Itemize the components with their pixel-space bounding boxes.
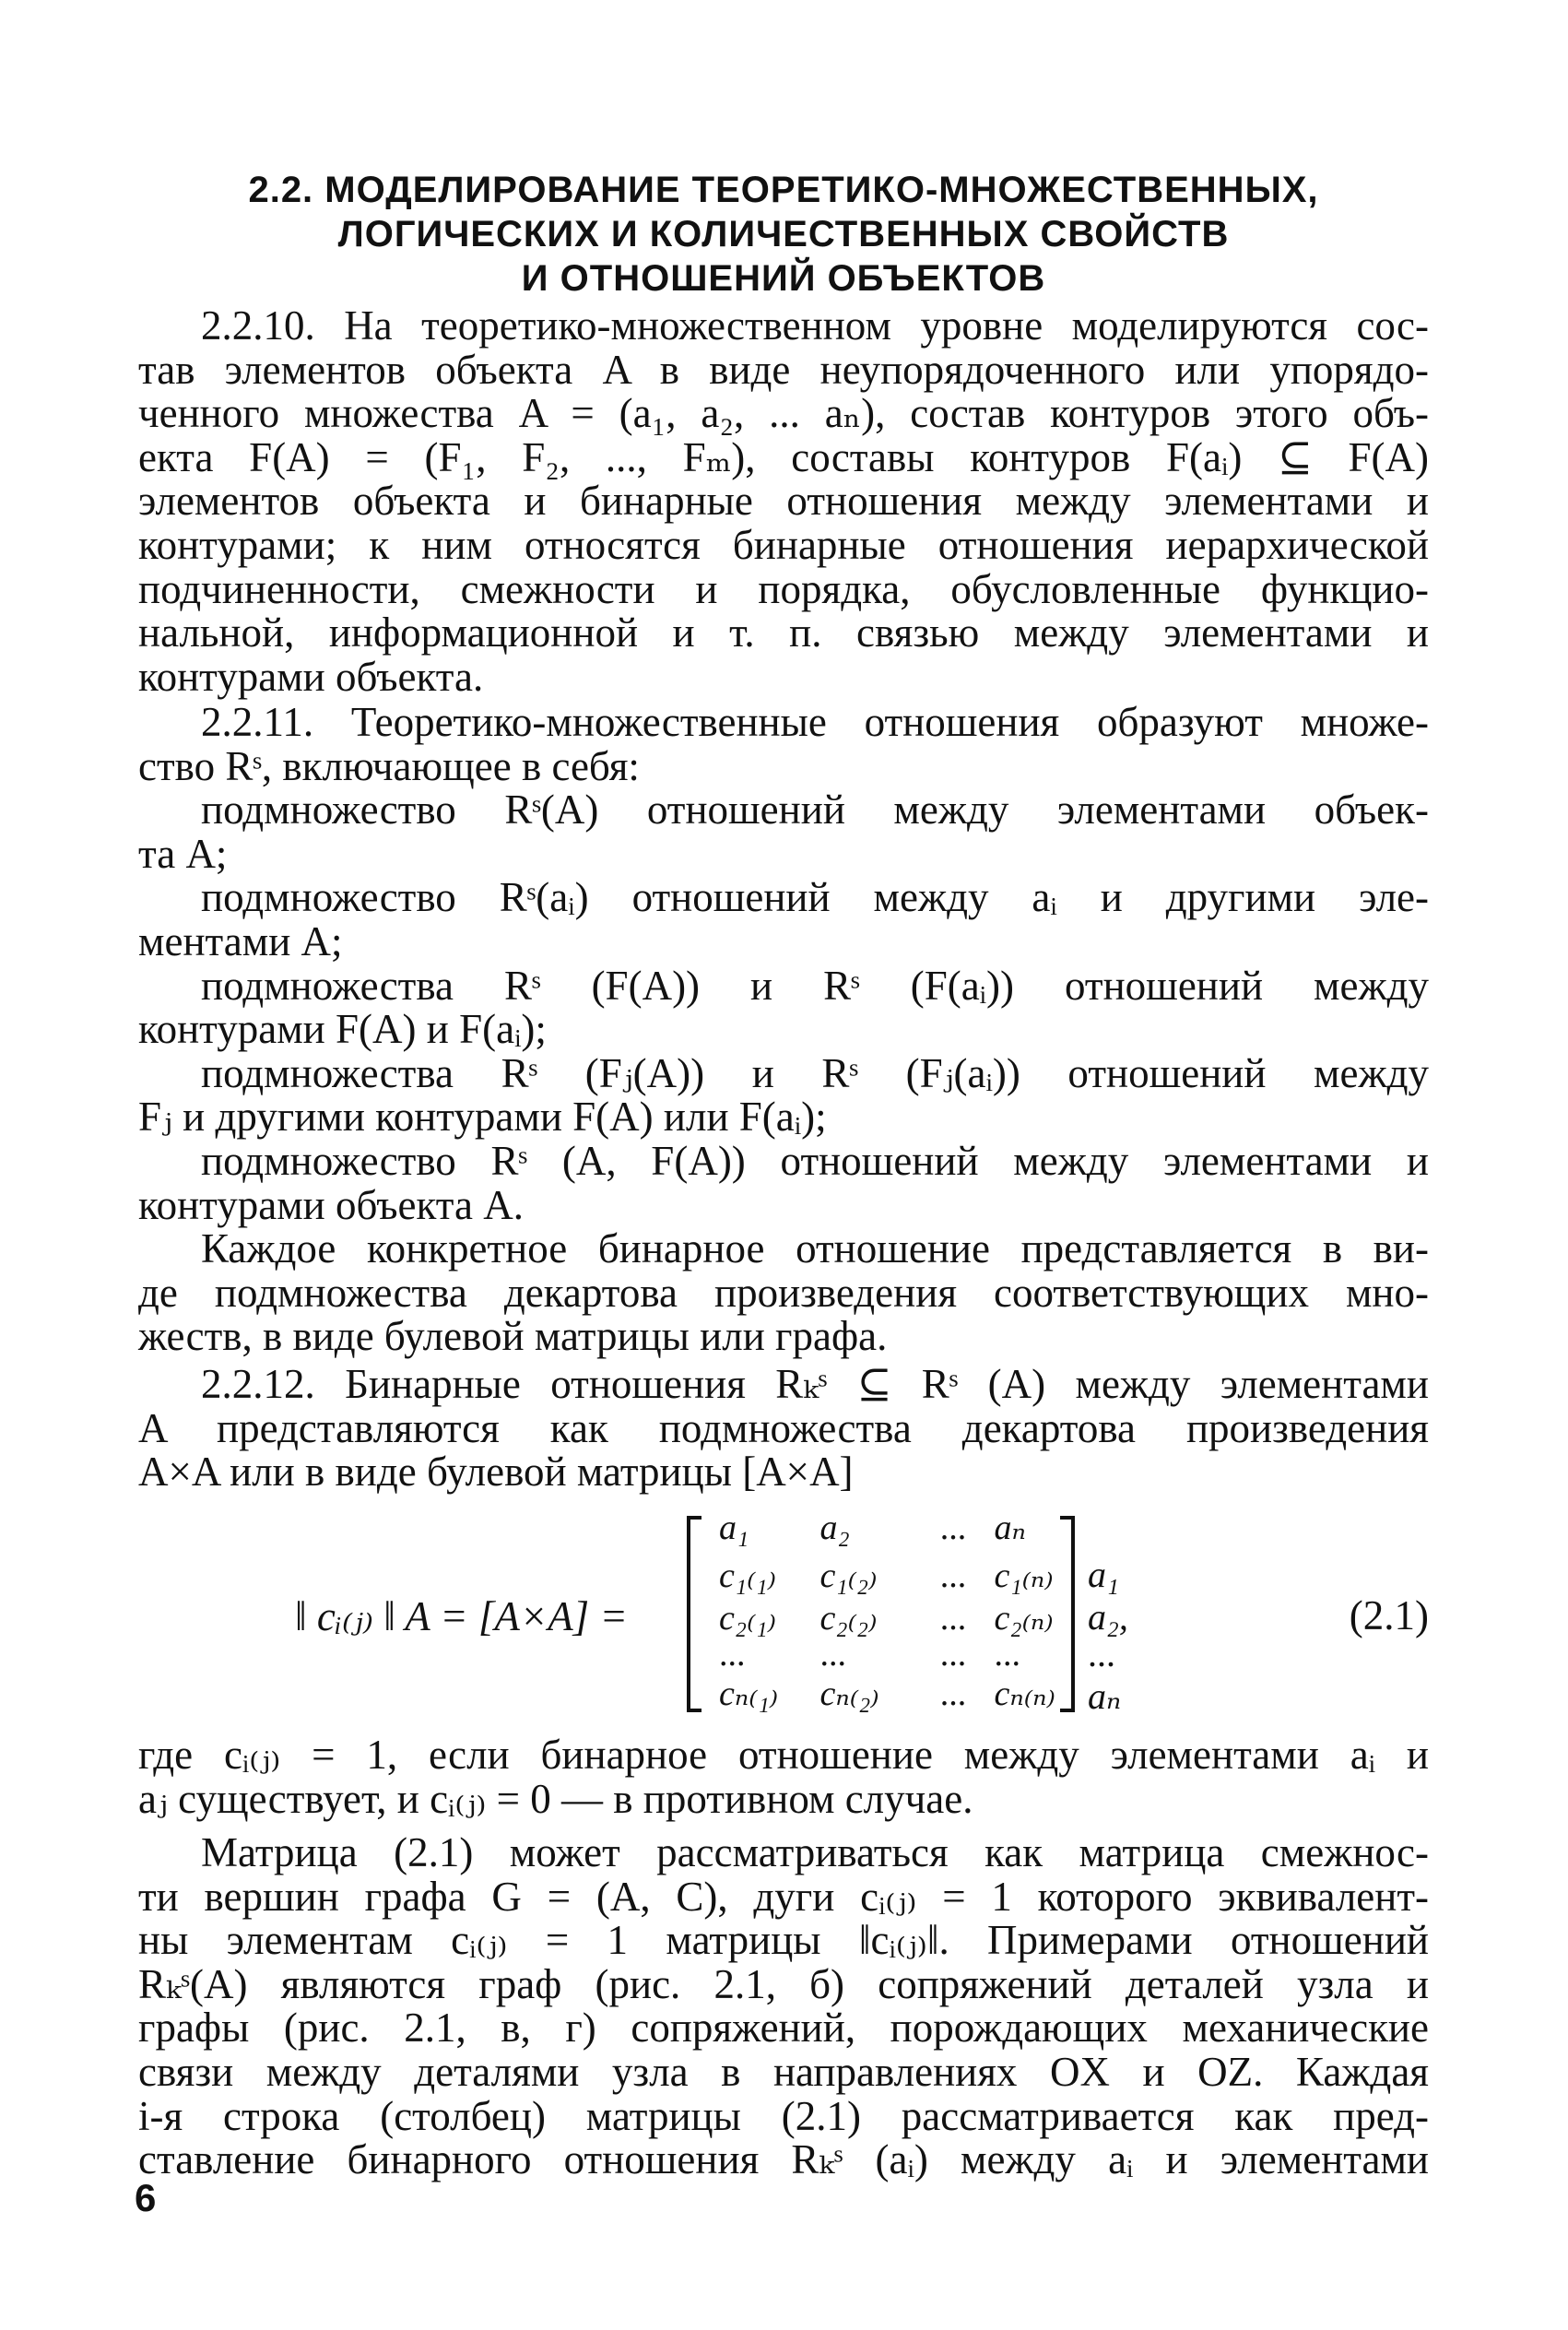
matrix-side-label: aₙ	[1088, 1675, 1122, 1717]
matrix-cell: c₂₍₂₎	[819, 1599, 878, 1638]
text-line: ство Rˢ, включающее в себя:	[138, 742, 640, 789]
paragraph-where	[138, 1733, 1429, 1821]
heading-line: 2.2. МОДЕЛИРОВАНИЕ ТЕОРЕТИКО-МНОЖЕСТВЕННЫХ,	[248, 170, 1319, 210]
text-line: Матрица (2.1) может рассматриваться как матрица смежнос-	[201, 1829, 1429, 1875]
text-line: ставление бинарного отношения Rₖˢ (aᵢ) между aᵢ и элементами	[138, 2136, 1429, 2183]
matrix-cell: ...	[939, 1599, 967, 1638]
text-line: подмножество Rˢ(aᵢ) отношений между aᵢ и другими эле-	[201, 874, 1429, 921]
matrix-cell: cₙ₍₁₎	[719, 1674, 779, 1713]
text-line: контурами объекта A.	[138, 1181, 524, 1228]
matrix-cell: a₂	[819, 1508, 850, 1547]
text-line: i-я строка (столбец) матрицы (2.1) рассматривается как пред-	[138, 2092, 1429, 2139]
text-line: нальной, информационной и т. п. связью между элементами и	[138, 609, 1429, 656]
text-line: связи между деталями узла в направлениях OX и OZ. Каждая	[138, 2048, 1429, 2095]
heading-line: И ОТНОШЕНИЙ ОБЪЕКТОВ	[521, 258, 1046, 299]
text-line: подмножества Rˢ (F(A)) и Rˢ (F(aᵢ)) отношений между	[201, 962, 1429, 1009]
text-line: Rₖˢ(A) являются граф (рис. 2.1, б) сопряжений деталей узла и	[138, 1960, 1429, 2007]
heading-line: ЛОГИЧЕСКИХ И КОЛИЧЕСТВЕННЫХ СВОЙСТВ	[337, 214, 1230, 254]
equation-number: (2.1)	[1349, 1592, 1429, 1638]
matrix-cell: ...	[939, 1635, 967, 1674]
text-line: жеств, в виде булевой матрицы или графа.	[138, 1313, 888, 1360]
text-line: 2.2.10. На теоретико-множественном уровне моделируются сос-	[201, 302, 1429, 349]
paragraph-2-2-12	[138, 1363, 1429, 1495]
matrix-cell: ...	[939, 1508, 967, 1547]
matrix-cell: c₁₍ₙ₎	[994, 1556, 1054, 1595]
matrix-cell: ...	[819, 1635, 846, 1674]
text-line: Fⱼ и другими контурами F(A) или F(aᵢ);	[138, 1094, 827, 1141]
text-line: графы (рис. 2.1, в, г) сопряжений, порождающих механические	[138, 2005, 1429, 2052]
paragraph-2-2-11	[138, 701, 1429, 1359]
matrix-cell: c₂₍ₙ₎	[994, 1599, 1054, 1638]
matrix-cell: cₙ₍ₙ₎	[994, 1674, 1055, 1713]
matrix-cell: cₙ₍₂₎	[819, 1674, 879, 1713]
text-line: контурами F(A) и F(aᵢ);	[138, 1006, 547, 1053]
text-line: контурами; к ним относятся бинарные отношения иерархической	[138, 521, 1429, 568]
page-number: 6	[135, 2176, 157, 2219]
matrix-left-bracket	[687, 1516, 701, 1712]
text-line: ны элементам cᵢ₍ⱼ₎ = 1 матрицы ‖cᵢ₍ⱼ₎‖. Примерами отношений	[138, 1917, 1429, 1964]
text-line: где cᵢ₍ⱼ₎ = 1, если бинарное отношение между элементами aᵢ и	[138, 1732, 1429, 1778]
matrix-row	[719, 1597, 1096, 1638]
matrix-cell: c₁₍₁₎	[719, 1556, 776, 1595]
paragraph-matrix	[138, 1831, 1429, 2182]
text-line: подчиненности, смежности и порядка, обусловленные функцио-	[138, 565, 1429, 612]
section-heading	[138, 168, 1429, 301]
matrix-cell: aₙ	[994, 1508, 1026, 1547]
matrix-cell: ...	[719, 1635, 746, 1674]
matrix-row	[719, 1555, 1096, 1596]
matrix-cell: c₂₍₁₎	[719, 1599, 776, 1638]
matrix-cell: ...	[939, 1556, 967, 1595]
text-line: ментами A;	[138, 917, 343, 964]
text-line: A×A или в виде булевой матрицы [A×A]	[138, 1449, 854, 1496]
text-line: контурами объекта.	[138, 653, 484, 700]
matrix-header-row	[719, 1507, 1096, 1548]
text-line: Каждое конкретное бинарное отношение представляется в ви-	[201, 1225, 1429, 1272]
matrix-side-label: ...	[1088, 1633, 1115, 1674]
text-line: 2.2.12. Бинарные отношения Rₖˢ ⊆ Rˢ (A) между элементами	[201, 1361, 1429, 1407]
text-line: де подмножества декартова произведения соответствующих мно-	[138, 1269, 1429, 1316]
text-line: подмножества Rˢ (Fⱼ(A)) и Rˢ (Fⱼ(aᵢ)) отношений между	[201, 1049, 1429, 1096]
text-line: тав элементов объекта A в виде неупорядоченного или упорядо-	[138, 346, 1429, 393]
matrix-row	[719, 1673, 1096, 1714]
matrix-cell: c₁₍₂₎	[819, 1556, 878, 1595]
text-line: ти вершин графа G = (A, C), дуги cᵢ₍ⱼ₎ = 1 которого эквивалент-	[138, 1873, 1429, 1920]
matrix-cell: ...	[994, 1635, 1020, 1674]
equation-lhs: ‖ cᵢ₍ⱼ₎ ‖ A = [A×A] =	[295, 1593, 628, 1639]
text-line: ченного множества A = (a₁, a₂, ... aₙ), состав контуров этого объ-	[138, 390, 1429, 437]
text-line: aⱼ существует, и cᵢ₍ⱼ₎ = 0 — в противном случае.	[138, 1775, 973, 1822]
text-line: элементов объекта и бинарные отношения между элементами и	[138, 478, 1429, 525]
text-line: A представляются как подмножества декартова произведения	[138, 1404, 1429, 1451]
text-line: екта F(A) = (F₁, F₂, ..., Fₘ), составы контуров F(aᵢ) ⊆ F(A)	[138, 433, 1429, 480]
text-line: та A;	[138, 830, 228, 877]
matrix-row	[719, 1634, 1096, 1674]
matrix-side-label: a₁	[1088, 1554, 1119, 1595]
matrix-side-label: a₂,	[1088, 1596, 1128, 1638]
matrix-cell: ...	[939, 1674, 967, 1713]
paragraph-2-2-10	[138, 304, 1429, 699]
text-line: 2.2.11. Теоретико-множественные отношения образуют множе-	[201, 699, 1429, 745]
text-line: подмножество Rˢ (A, F(A)) отношений между элементами и	[201, 1137, 1429, 1184]
text-line: подмножество Rˢ(A) отношений между элементами объек-	[201, 787, 1429, 834]
matrix-cell: a₁	[719, 1508, 749, 1547]
equation-2-1	[138, 1503, 1429, 1724]
